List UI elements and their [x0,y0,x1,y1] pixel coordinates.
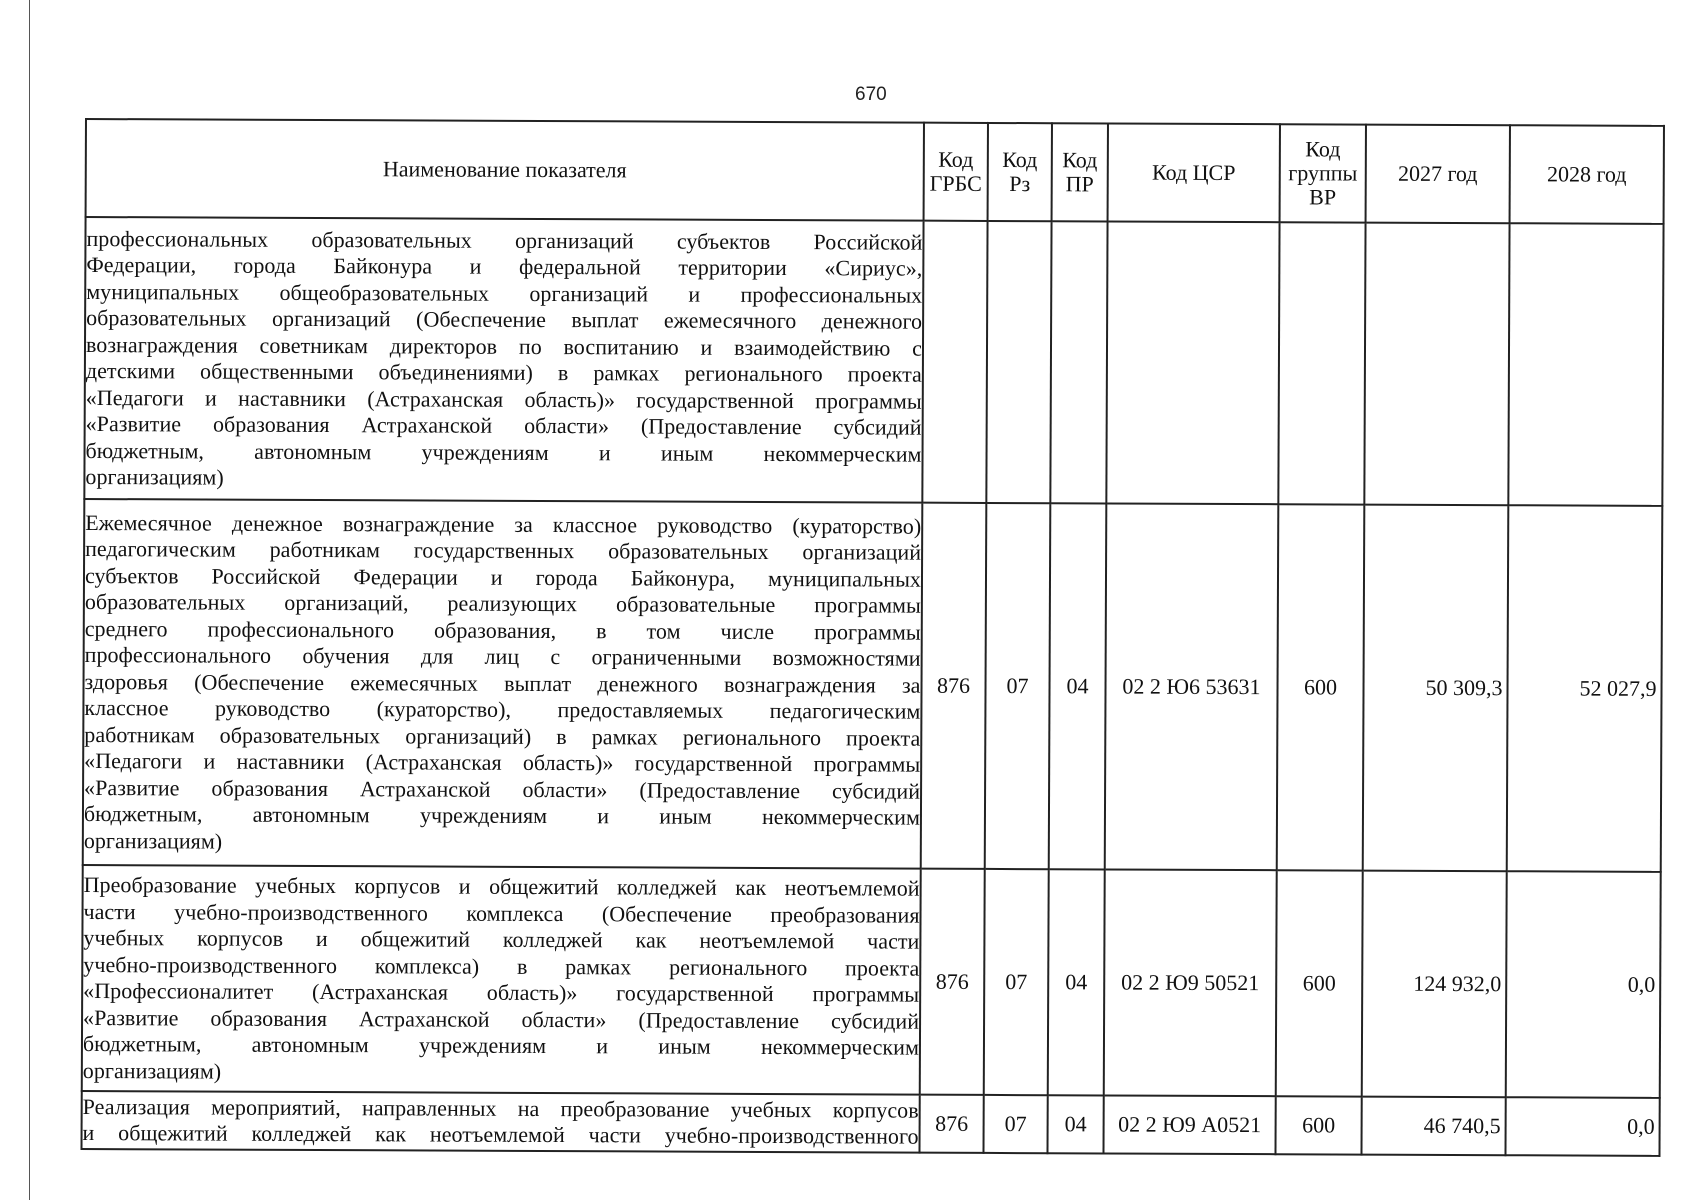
amount-2028-cell: 0,0 [1506,871,1661,1098]
header-pr [1052,123,1108,221]
header-row [86,119,1664,224]
pr-code-cell: 04 [1047,1095,1103,1153]
table-row [83,499,1663,872]
amount-2028-cell: 0,0 [1505,1097,1659,1156]
header-rz-line1: Код [1002,147,1038,173]
header-vr-line2: группы [1288,160,1358,186]
indicator-name-line: «Педагоги и наставники (Астраханская область)» государственной программы [84,748,921,777]
indicator-name-line: бюджетным, автономным учреждениям и иным некоммерческим [85,437,922,467]
indicator-name-line: детскими общественными объединениями) в рамках регионального проекта [85,358,922,387]
header-pr-line1: Код [1062,147,1098,173]
vr-group-code-cell [1278,222,1365,504]
csr-code-cell: 02 2 Ю6 53631 [1105,503,1279,870]
indicator-name-line: части учебно-производственного комплекса (Обеспечение преобразования [83,898,920,928]
indicator-name-line: и общежитий колледжей как неотъемлемой части учебно-производственного [82,1119,919,1149]
indicator-name-line: «Развитие образования Астраханской области» (Предоставление субсидий [83,1004,920,1034]
rz-code-cell: 07 [983,1095,1047,1153]
binding-margin-line [29,0,30,1200]
indicator-name-cell [83,499,923,869]
indicator-name-line: здоровья (Обеспечение ежемесячных выплат денежного вознаграждения за [84,668,921,698]
indicator-name-line: субъектов Российской Федерации и города Байконура, муниципальных [84,562,922,592]
header-rz [988,123,1052,221]
table-row [82,865,1661,1098]
rz-code-cell: 07 [984,869,1049,1095]
rz-code-cell: 07 [985,503,1051,869]
header-grbs-line1: Код [938,146,974,172]
pr-code-cell: 04 [1049,503,1107,869]
indicator-name-line: Преобразование учебных корпусов и общежитий колледжей как неотъемлемой [83,872,920,901]
grbs-code-cell: 876 [921,503,987,869]
indicator-name-line: педагогическим работникам государственных образовательных организаций [85,536,922,565]
indicator-name-line: Федерации, города Байконура и федеральной территории «Сириус», [86,252,923,281]
indicator-name-cell [82,865,921,1095]
indicator-name-line: профессиональных образовательных организаций субъектов Российской [86,225,923,255]
header-2028: 2028 год [1510,125,1664,224]
indicator-name-line: работникам образовательных организаций) в рамках регионального проекта [84,721,921,751]
header-vr-line3: ВР [1309,184,1337,210]
csr-code-cell: 02 2 Ю9 50521 [1104,869,1277,1096]
vr-group-code-cell: 600 [1276,870,1363,1096]
header-2027: 2027 год [1366,125,1510,224]
page-number: 670 [855,84,887,105]
indicator-name-line: «Педагоги и наставники (Астраханская область)» государственной программы [85,384,922,414]
grbs-code-cell: 876 [919,1095,983,1153]
header-grbs [924,123,988,221]
indicator-name-line: Реализация мероприятий, направленных на преобразование учебных корпусов [82,1093,919,1123]
indicator-name-line: организациям) [82,1057,222,1084]
indicator-name-line: организациям) [85,464,224,490]
indicator-name-cell [82,1091,920,1153]
header-rz-line2: Рз [1009,171,1031,197]
csr-code-cell: 02 2 Ю9 А0521 [1103,1095,1275,1154]
indicator-name-line: «Профессионалитет (Астраханская область)» государственной программы [83,978,920,1007]
indicator-name-line: организациям) [83,827,223,854]
header-csr: Код ЦСР [1108,123,1280,222]
indicator-name-line: Ежемесячное денежное вознаграждение за классное руководство (кураторство) [85,509,922,539]
indicator-name-cell [84,217,923,503]
indicator-name-line: образовательных организаций (Обеспечение выплат ежемесячного денежного [86,305,923,334]
header-vr [1280,124,1366,222]
indicator-name-line: бюджетным, автономным учреждениям и иным некоммерческим [83,801,921,830]
indicator-name-line: классное руководство (кураторство), предоставляемых педагогическим [84,695,921,724]
indicator-name-line: среднего профессионального образования, в том числе программы [84,615,921,645]
indicator-name-line: профессионального обучения для лиц с ограниченными возможностями [84,642,921,671]
pr-code-cell [1050,221,1107,503]
indicator-name-line: «Развитие образования Астраханской области» (Предоставление субсидий [84,774,921,804]
table-row [82,1091,1660,1156]
indicator-name-line: муниципальных общеобразовательных организаций и профессиональных [86,278,923,308]
grbs-code-cell: 876 [920,869,985,1095]
rz-code-cell [986,221,1051,503]
indicator-name-line: бюджетным, автономным учреждениям и иным некоммерческим [82,1031,920,1060]
indicator-name-line: учебно-производственного комплекса) в рамках регионального проекта [83,951,920,981]
amount-2028-cell: 52 027,9 [1507,505,1663,872]
header-pr-line2: ПР [1065,171,1094,197]
amount-2027-cell: 50 309,3 [1363,505,1509,872]
indicator-name-line: учебных корпусов и общежитий колледжей как неотъемлемой части [83,925,920,954]
table-row [84,217,1663,506]
amount-2027-cell: 46 740,5 [1361,1097,1505,1156]
amount-2028-cell [1508,223,1663,506]
indicator-name-line: образовательных организаций, реализующих образовательные программы [84,589,921,618]
header-vr-line1: Код [1305,136,1341,162]
grbs-code-cell [922,221,987,503]
pr-code-cell: 04 [1048,869,1105,1095]
indicator-name-line: «Развитие образования Астраханской области» (Предоставление субсидий [85,411,922,440]
budget-table [80,118,1664,1157]
csr-code-cell [1106,221,1279,504]
vr-group-code-cell: 600 [1277,504,1365,870]
vr-group-code-cell: 600 [1275,1096,1361,1154]
amount-2027-cell [1364,223,1509,506]
header-name: Наименование показателя [86,119,924,221]
header-grbs-line2: ГРБС [929,170,982,196]
indicator-name-line: вознаграждения советникам директоров по воспитанию и взаимодействию с [85,331,923,361]
amount-2027-cell: 124 932,0 [1362,871,1507,1098]
